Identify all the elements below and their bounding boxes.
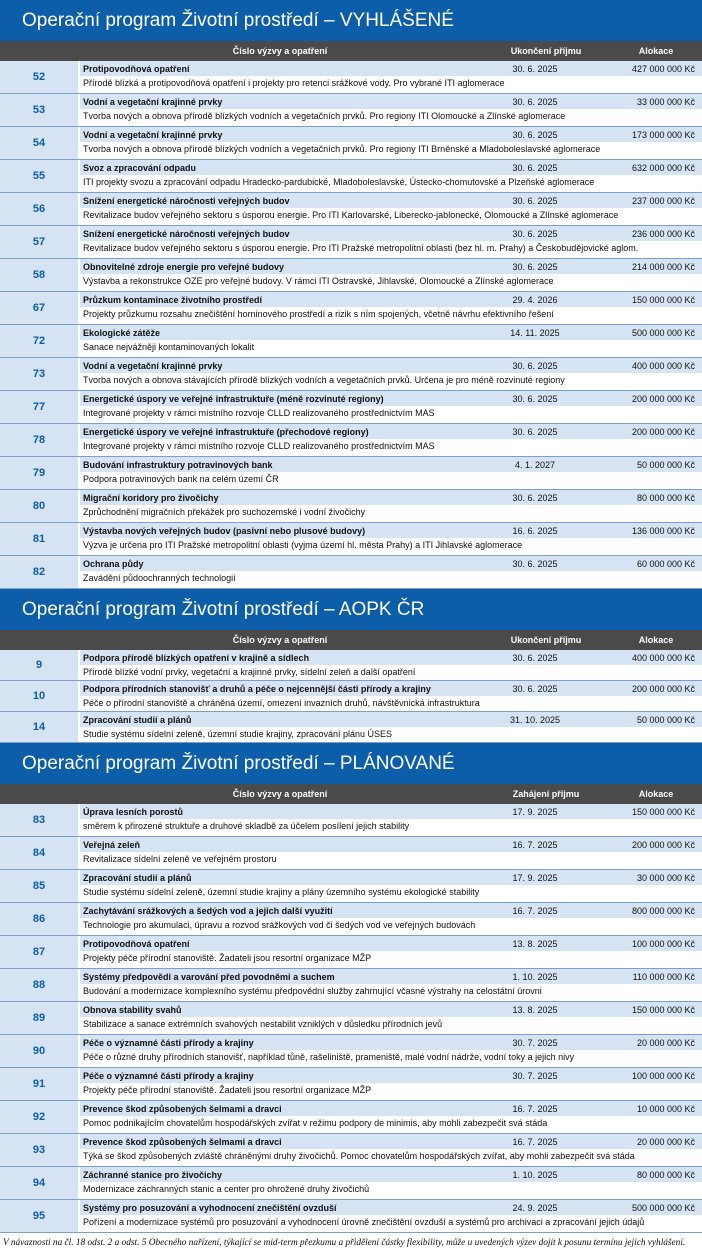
call-name: Podpora přírodě blízkých opatření v krajině a sídlech xyxy=(83,652,310,663)
call-date: 17. 9. 2025 xyxy=(512,872,558,883)
table-row xyxy=(0,358,702,391)
row-header xyxy=(80,556,702,571)
call-name: Snížení energetické náročnosti veřejných budov xyxy=(83,228,290,239)
table-row xyxy=(0,292,702,325)
call-allocation: 100 000 000 Kč xyxy=(631,1070,695,1081)
header-date: Zahájení příjmu xyxy=(512,789,580,799)
call-allocation: 400 000 000 Kč xyxy=(631,360,695,371)
table-row xyxy=(0,1035,702,1068)
call-number: 85 xyxy=(0,870,80,902)
call-description: Pořízení a modernizace systémů pro posuzování a vyhodnocení úrovně znečištění ovzduší a systémů pro archivaci a zpracování jejich údajů xyxy=(80,1215,702,1230)
row-content xyxy=(80,969,702,1001)
call-number: 89 xyxy=(0,1002,80,1034)
row-header xyxy=(80,1134,702,1149)
call-allocation: 80 000 000 Kč xyxy=(636,1169,695,1180)
row-header xyxy=(80,160,702,175)
call-number: 92 xyxy=(0,1101,80,1133)
call-name: Ekologické zátěže xyxy=(83,327,161,338)
row-content xyxy=(80,358,702,390)
call-allocation: 500 000 000 Kč xyxy=(631,327,695,338)
row-header xyxy=(80,358,702,373)
table-header xyxy=(0,630,702,650)
call-name: Zpracování studií a plánů xyxy=(83,872,192,883)
table-row xyxy=(0,226,702,259)
header-allocation: Alokace xyxy=(638,46,674,56)
call-description: Modernizace záchranných stanic a center pro ohrožené druhy živočichů xyxy=(80,1182,702,1197)
row-header xyxy=(80,226,702,241)
row-content xyxy=(80,650,702,680)
call-allocation: 200 000 000 Kč xyxy=(631,683,695,694)
table-row xyxy=(0,903,702,936)
row-header xyxy=(80,1101,702,1116)
call-description: Studie systému sídelní zeleně, územní studie krajiny, zpracování plánu ÚSES xyxy=(80,727,702,742)
row-content xyxy=(80,837,702,869)
table-row xyxy=(0,1134,702,1167)
call-name: Obnovitelné zdroje energie pro veřejné budovy xyxy=(83,261,285,272)
section-2 xyxy=(0,589,702,743)
row-content xyxy=(80,226,702,258)
call-name: Prevence škod způsobených šelmami a dravci xyxy=(83,1103,282,1114)
table-row xyxy=(0,556,702,589)
call-date: 30. 6. 2025 xyxy=(512,63,558,74)
call-name: Systémy předpovědi a varování před povodněmi a suchem xyxy=(83,971,335,982)
call-description: Sanace nejvážněji kontaminovaných lokalit xyxy=(80,340,702,355)
row-header xyxy=(80,94,702,109)
row-content xyxy=(80,1134,702,1166)
call-name: Úprava lesních porostů xyxy=(83,806,184,817)
row-content xyxy=(80,556,702,588)
call-number: 52 xyxy=(0,61,80,93)
row-content xyxy=(80,1002,702,1034)
row-header xyxy=(80,969,702,984)
call-name: Průzkum kontaminace životního prostředí xyxy=(83,294,263,305)
call-description: Tvorba nových a obnova stávajících přírodě blízkých vodních a vegetačních prvků. Určena je pro méně rozvinuté regiony xyxy=(80,373,702,388)
section-title: Operační program Životní prostředí – VYHLÁŠENÉ xyxy=(0,0,702,41)
row-header xyxy=(80,903,702,918)
call-description: Péče o přírodní stanoviště a chráněná území, omezení invazních druhů, návštěvnická infrastruktura xyxy=(80,696,702,711)
table-row xyxy=(0,650,702,681)
call-number: 82 xyxy=(0,556,80,588)
call-description: Studie systému sídelní zeleně, územní studie krajiny a plány územního systému ekologické stability xyxy=(80,885,702,900)
call-allocation: 173 000 000 Kč xyxy=(631,129,695,140)
call-date: 30. 7. 2025 xyxy=(512,1037,558,1048)
call-name: Vodní a vegetační krajinné prvky xyxy=(83,129,223,140)
call-number: 95 xyxy=(0,1200,80,1232)
call-number: 94 xyxy=(0,1167,80,1199)
call-date: 1. 10. 2025 xyxy=(512,971,558,982)
header-description: Číslo výzvy a opatření xyxy=(232,789,328,799)
call-number: 58 xyxy=(0,259,80,291)
table-row xyxy=(0,424,702,457)
call-name: Energetické úspory ve veřejné infrastruktuře (méně rozvinuté regiony) xyxy=(83,393,384,404)
row-header xyxy=(80,259,702,274)
table-row xyxy=(0,804,702,837)
table-header xyxy=(0,41,702,61)
call-date: 30. 6. 2025 xyxy=(512,492,558,503)
call-number: 72 xyxy=(0,325,80,357)
call-date: 16. 7. 2025 xyxy=(512,1136,558,1147)
call-date: 4. 1. 2027 xyxy=(514,459,556,470)
row-header xyxy=(80,1167,702,1182)
call-description: Výzva je určena pro ITI Pražské metropolitní oblasti (vyjma území hl. města Prahy) a ITI Jihlavské aglomerace xyxy=(80,538,702,553)
call-date: 30. 6. 2025 xyxy=(512,261,558,272)
call-description: směrem k přirozené struktuře a druhové skladbě za účelem posílení jejich stability xyxy=(80,819,702,834)
call-number: 57 xyxy=(0,226,80,258)
call-allocation: 236 000 000 Kč xyxy=(631,228,695,239)
call-name: Podpora přírodních stanovišť a druhů a péče o nejcennější části přírody a krajiny xyxy=(83,683,431,694)
call-description: Pomoc podnikajícím chovatelům hospodářských zvířat v režimu podpory de minimis, aby mohli zabezpečit svá stáda xyxy=(80,1116,702,1131)
call-date: 30. 6. 2025 xyxy=(512,683,558,694)
row-header xyxy=(80,681,702,696)
call-date: 30. 6. 2025 xyxy=(512,162,558,173)
call-allocation: 500 000 000 Kč xyxy=(631,1202,695,1213)
call-name: Systémy pro posuzování a vyhodnocení znečištění ovzduší xyxy=(83,1202,337,1213)
row-content xyxy=(80,712,702,742)
row-content xyxy=(80,127,702,159)
row-header xyxy=(80,1200,702,1215)
table-row xyxy=(0,712,702,743)
call-number: 77 xyxy=(0,391,80,423)
row-content xyxy=(80,1035,702,1067)
table-row xyxy=(0,1167,702,1200)
header-date: Ukončení příjmu xyxy=(510,46,582,56)
table-row xyxy=(0,490,702,523)
table-row xyxy=(0,870,702,903)
row-content xyxy=(80,936,702,968)
call-allocation: 60 000 000 Kč xyxy=(636,558,695,569)
row-content xyxy=(80,61,702,93)
call-allocation: 632 000 000 Kč xyxy=(631,162,695,173)
call-allocation: 214 000 000 Kč xyxy=(631,261,695,272)
call-name: Protipovodňová opatření xyxy=(83,63,190,74)
call-allocation: 100 000 000 Kč xyxy=(631,938,695,949)
call-description: Stabilizace a sanace extrémních svahových nestabilit vzniklých v důsledku přírodních jevů xyxy=(80,1017,702,1032)
call-date: 1. 10. 2025 xyxy=(512,1169,558,1180)
row-content xyxy=(80,424,702,456)
call-date: 16. 6. 2025 xyxy=(512,525,558,536)
header-date: Ukončení příjmu xyxy=(510,635,582,645)
table-row xyxy=(0,325,702,358)
call-allocation: 200 000 000 Kč xyxy=(631,426,695,437)
call-allocation: 30 000 000 Kč xyxy=(636,872,695,883)
table-header xyxy=(0,784,702,804)
call-allocation: 150 000 000 Kč xyxy=(631,1004,695,1015)
call-date: 13. 8. 2025 xyxy=(512,938,558,949)
row-content xyxy=(80,292,702,324)
call-allocation: 400 000 000 Kč xyxy=(631,652,695,663)
call-name: Zachytávání srážkových a šedých vod a jejich další využití xyxy=(83,905,333,916)
call-description: Projekty péče přírodní stanoviště. Žadateli jsou resortní organizace MŽP xyxy=(80,951,702,966)
call-description: Revitalizace sídelní zeleně ve veřejném prostoru xyxy=(80,852,702,867)
call-name: Protipovodňová opatření xyxy=(83,938,190,949)
call-number: 53 xyxy=(0,94,80,126)
row-header xyxy=(80,127,702,142)
row-content xyxy=(80,804,702,836)
row-header xyxy=(80,837,702,852)
call-description: Technologie pro akumulaci, úpravu a rozvod srážkových vod či šedých vod ve veřejných budovách xyxy=(80,918,702,933)
row-header xyxy=(80,523,702,538)
call-number: 87 xyxy=(0,936,80,968)
call-name: Migrační koridory pro živočichy xyxy=(83,492,219,503)
call-date: 17. 9. 2025 xyxy=(512,806,558,817)
call-name: Ochrana půdy xyxy=(83,558,144,569)
call-allocation: 10 000 000 Kč xyxy=(636,1103,695,1114)
row-content xyxy=(80,391,702,423)
row-content xyxy=(80,94,702,126)
call-number: 14 xyxy=(0,712,80,742)
call-allocation: 427 000 000 Kč xyxy=(631,63,695,74)
row-content xyxy=(80,193,702,225)
header-description: Číslo výzvy a opatření xyxy=(232,635,328,645)
row-content xyxy=(80,160,702,192)
call-number: 73 xyxy=(0,358,80,390)
row-header xyxy=(80,712,702,727)
section-1 xyxy=(0,0,702,589)
table-row xyxy=(0,94,702,127)
call-description: ITI projekty svozu a zpracování odpadu Hradecko-pardubické, Mladoboleslavské, Ústecko-chomutovské a Plzeňské aglomerace xyxy=(80,175,702,190)
call-date: 30. 6. 2025 xyxy=(512,195,558,206)
call-allocation: 20 000 000 Kč xyxy=(636,1037,695,1048)
call-description: Tvorba nových a obnova přírodě blízkých vodních a vegetačních prvků. Pro regiony ITI Olomoucké a Zlínské aglomerace xyxy=(80,109,702,124)
call-allocation: 150 000 000 Kč xyxy=(631,806,695,817)
table-row xyxy=(0,1068,702,1101)
table-row xyxy=(0,1002,702,1035)
call-date: 30. 6. 2025 xyxy=(512,129,558,140)
call-name: Péče o významné části přírody a krajiny xyxy=(83,1070,254,1081)
call-allocation: 20 000 000 Kč xyxy=(636,1136,695,1147)
row-header xyxy=(80,1068,702,1083)
row-header xyxy=(80,650,702,665)
row-content xyxy=(80,903,702,935)
call-allocation: 136 000 000 Kč xyxy=(631,525,695,536)
header-allocation: Alokace xyxy=(638,635,674,645)
section-title: Operační program Životní prostředí – PLÁNOVANÉ xyxy=(0,743,702,784)
call-name: Veřejná zeleň xyxy=(83,839,141,850)
call-name: Prevence škod způsobených šelmami a dravci xyxy=(83,1136,282,1147)
call-date: 31. 10. 2025 xyxy=(509,714,561,725)
call-number: 54 xyxy=(0,127,80,159)
call-number: 83 xyxy=(0,804,80,836)
call-number: 78 xyxy=(0,424,80,456)
call-description: Tvorba nových a obnova přírodě blízkých vodních a vegetačních prvků. Pro regiony ITI Brněnské a Mladoboleslavské aglomerace xyxy=(80,142,702,157)
row-content xyxy=(80,870,702,902)
table-row xyxy=(0,1200,702,1233)
row-header xyxy=(80,61,702,76)
call-description: Zprůchodnění migračních překážek pro suchozemské i vodní živočichy xyxy=(80,505,702,520)
row-header xyxy=(80,936,702,951)
row-header xyxy=(80,193,702,208)
call-number: 79 xyxy=(0,457,80,489)
call-date: 16. 7. 2025 xyxy=(512,1103,558,1114)
header-description: Číslo výzvy a opatření xyxy=(232,46,328,56)
footnote: V návaznosti na čl. 18 odst. 2 a odst. 5 Obecného nařízení, týkající se mid-term přezkumu a přidělení částky flexibility, může u uvedených výzev dojít k posunu termínu jejich vyhlášení. xyxy=(3,1238,686,1248)
table-row xyxy=(0,259,702,292)
call-name: Energetické úspory ve veřejné infrastruktuře (přechodové regiony) xyxy=(83,426,369,437)
call-date: 16. 7. 2025 xyxy=(512,905,558,916)
table-row xyxy=(0,523,702,556)
row-header xyxy=(80,292,702,307)
call-date: 30. 6. 2025 xyxy=(512,652,558,663)
call-description: Projekty péče přírodní stanoviště. Žadateli jsou resortní organizace MŽP xyxy=(80,1083,702,1098)
call-number: 90 xyxy=(0,1035,80,1067)
call-allocation: 50 000 000 Kč xyxy=(636,459,695,470)
call-date: 30. 6. 2025 xyxy=(512,426,558,437)
call-number: 93 xyxy=(0,1134,80,1166)
row-content xyxy=(80,1068,702,1100)
row-header xyxy=(80,490,702,505)
call-description: Přírodě blízká a protipovodňová opatření i projekty pro retenci srážkové vody. Pro vybrané ITI aglomerace xyxy=(80,76,702,91)
call-description: Projekty průzkumu rozsahu znečištění horninového prostředí a rizik s ním spojených, včetně návrhu efektivního řešení xyxy=(80,307,702,322)
call-number: 86 xyxy=(0,903,80,935)
call-date: 24. 9. 2025 xyxy=(512,1202,558,1213)
row-header xyxy=(80,457,702,472)
row-header xyxy=(80,325,702,340)
call-number: 55 xyxy=(0,160,80,192)
call-number: 9 xyxy=(0,650,80,680)
call-description: Zavádění půdoochranných technologií xyxy=(80,571,702,586)
call-allocation: 237 000 000 Kč xyxy=(631,195,695,206)
row-content xyxy=(80,681,702,711)
table-row xyxy=(0,391,702,424)
row-content xyxy=(80,259,702,291)
row-content xyxy=(80,523,702,555)
table-row xyxy=(0,127,702,160)
call-name: Svoz a zpracování odpadu xyxy=(83,162,197,173)
call-number: 84 xyxy=(0,837,80,869)
call-date: 13. 8. 2025 xyxy=(512,1004,558,1015)
table-row xyxy=(0,160,702,193)
row-header xyxy=(80,804,702,819)
call-name: Vodní a vegetační krajinné prvky xyxy=(83,96,223,107)
call-name: Vodní a vegetační krajinné prvky xyxy=(83,360,223,371)
call-allocation: 80 000 000 Kč xyxy=(636,492,695,503)
table-row xyxy=(0,681,702,712)
call-number: 67 xyxy=(0,292,80,324)
row-header xyxy=(80,1002,702,1017)
row-header xyxy=(80,424,702,439)
call-allocation: 110 000 000 Kč xyxy=(632,971,695,982)
call-description: Týká se škod způsobených zvláště chráněnými druhy živočichů. Pomoc chovatelům hospodářských zvířat, aby mohli zabezpečit svá stáda xyxy=(80,1149,702,1164)
header-allocation: Alokace xyxy=(638,789,674,799)
call-name: Budování infrastruktury potravinových bank xyxy=(83,459,273,470)
section-3 xyxy=(0,743,702,1233)
row-header xyxy=(80,870,702,885)
table-row xyxy=(0,936,702,969)
call-allocation: 200 000 000 Kč xyxy=(631,839,695,850)
row-content xyxy=(80,490,702,522)
call-name: Zpracování studií a plánů xyxy=(83,714,192,725)
call-description: Integrované projekty v rámci místního rozvoje CLLD realizovaného prostřednictvím MAS xyxy=(80,406,702,421)
table-row xyxy=(0,1101,702,1134)
table-row xyxy=(0,193,702,226)
row-content xyxy=(80,457,702,489)
call-allocation: 800 000 000 Kč xyxy=(631,905,695,916)
call-name: Péče o významné části přírody a krajiny xyxy=(83,1037,254,1048)
call-name: Obnova stability svahů xyxy=(83,1004,182,1015)
call-description: Budování a modernizace komplexního systému předpovědní služby zahrnující včasné výstrahy na celostátní úrovni xyxy=(80,984,702,999)
call-description: Výstavba a rekonstrukce OZE pro veřejné budovy. V rámci ITI Ostravské, Jihlavské, Olomoucké a Zlínské aglomerace xyxy=(80,274,702,289)
call-number: 56 xyxy=(0,193,80,225)
call-name: Výstavba nových veřejných budov (pasivní nebo plusové budovy) xyxy=(83,525,366,536)
call-date: 30. 6. 2025 xyxy=(512,393,558,404)
call-date: 14. 11. 2025 xyxy=(510,327,560,338)
row-header xyxy=(80,1035,702,1050)
table-row xyxy=(0,969,702,1002)
call-date: 30. 6. 2025 xyxy=(512,228,558,239)
call-description: Integrované projekty v rámci místního rozvoje CLLD realizovaného prostřednictvím MAS xyxy=(80,439,702,454)
call-description: Podpora potravinových bank na celém území ČR xyxy=(80,472,702,487)
call-description: Péče o různé druhy přírodních stanovišť, například tůně, rašeliniště, prameniště, malé vodní nádrže, vodní toky a jejich nivy xyxy=(80,1050,702,1065)
table-row xyxy=(0,837,702,870)
call-date: 29. 4. 2026 xyxy=(512,294,558,305)
row-header xyxy=(80,391,702,406)
row-content xyxy=(80,1101,702,1133)
call-number: 10 xyxy=(0,681,80,711)
row-content xyxy=(80,1200,702,1232)
call-date: 30. 7. 2025 xyxy=(512,1070,558,1081)
call-number: 88 xyxy=(0,969,80,1001)
call-allocation: 33 000 000 Kč xyxy=(636,96,695,107)
call-date: 16. 7. 2025 xyxy=(512,839,558,850)
call-date: 30. 6. 2025 xyxy=(512,558,558,569)
row-content xyxy=(80,1167,702,1199)
call-description: Revitalizace budov veřejného sektoru s úsporou energie. Pro ITI Pražské metropolitní oblasti (bez hl. m. Prahy) a Českobudějovické aglom. xyxy=(80,241,702,256)
call-date: 30. 6. 2025 xyxy=(512,96,558,107)
call-allocation: 50 000 000 Kč xyxy=(636,714,695,725)
call-allocation: 150 000 000 Kč xyxy=(631,294,695,305)
row-content xyxy=(80,325,702,357)
section-title: Operační program Životní prostředí – AOPK ČR xyxy=(0,589,702,630)
table-row xyxy=(0,457,702,490)
call-description: Přírodě blízké vodní prvky, vegetační a krajinné prvky, sídelní zeleň a další opatření xyxy=(80,665,702,680)
call-description: Revitalizace budov veřejného sektoru s úsporou energie. Pro ITI Karlovarské, Liberecko-jablonecké, Olomoucké a Zlínské aglomerace xyxy=(80,208,702,223)
call-date: 30. 6. 2025 xyxy=(512,360,558,371)
table-row xyxy=(0,61,702,94)
call-number: 80 xyxy=(0,490,80,522)
call-number: 91 xyxy=(0,1068,80,1100)
call-name: Snížení energetické náročnosti veřejných budov xyxy=(83,195,290,206)
call-name: Záchranné stanice pro živočichy xyxy=(83,1169,223,1180)
call-allocation: 200 000 000 Kč xyxy=(631,393,695,404)
call-number: 81 xyxy=(0,523,80,555)
